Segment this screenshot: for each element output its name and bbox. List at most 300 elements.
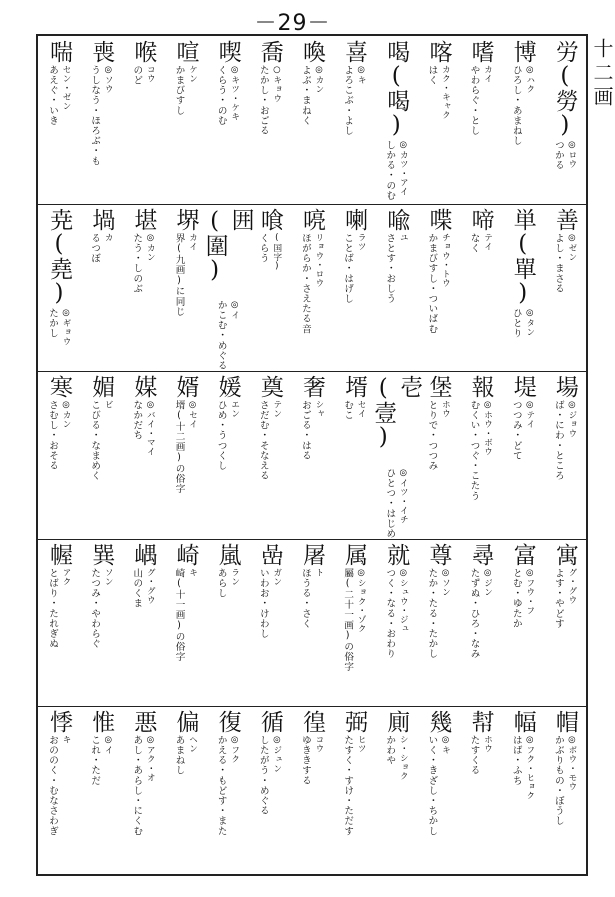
on-reading: ◎ソウ <box>103 65 114 94</box>
kanji-readings <box>258 400 282 481</box>
on-reading: ◎キ <box>440 735 451 755</box>
on-reading: ヘン <box>187 735 198 754</box>
kanji-character: 媛 <box>214 375 241 399</box>
kanji-entry <box>38 539 80 707</box>
kanji-entry <box>544 371 586 539</box>
kanji-character: 単(單) <box>509 207 536 306</box>
on-reading: ◎ゼン <box>566 232 577 262</box>
kanji-character: 寒 <box>46 375 73 399</box>
kanji-entry <box>80 539 122 707</box>
kanji-character: 場 <box>551 375 578 399</box>
kanji-readings <box>216 65 240 126</box>
kanji-character: 報 <box>467 375 494 399</box>
kanji-readings <box>300 65 324 126</box>
on-reading: ◎タン <box>524 307 535 337</box>
on-reading: ◎キツ・ケキ <box>229 65 240 121</box>
kanji-readings <box>174 735 198 775</box>
kanji-entry <box>249 539 291 707</box>
kanji-readings <box>216 400 240 471</box>
on-reading: ◎フク・ヒョク <box>524 735 535 801</box>
kun-reading: つく・なる・おわり <box>384 567 396 659</box>
kun-reading: あらし <box>215 567 227 599</box>
on-reading: ◎ソン <box>440 567 451 597</box>
kanji-entry <box>291 706 333 874</box>
kanji-character: 嵐 <box>214 542 241 566</box>
kanji-entry <box>80 371 122 539</box>
kanji-character: 奢 <box>298 375 325 399</box>
kun-reading: つかる <box>552 140 564 171</box>
kun-reading: あし・あらし・にくむ <box>131 735 143 837</box>
kanji-readings <box>47 65 71 126</box>
on-reading: ◎ホウ・ボウ <box>482 400 493 457</box>
kun-reading: やわらぐ・とし <box>468 65 480 136</box>
kanji-character: 就 <box>383 542 410 566</box>
kun-reading: たか・たる・たかし <box>426 567 438 659</box>
kun-reading: よす・やどす <box>552 567 564 629</box>
table-row <box>38 706 586 874</box>
kun-reading: さむし・おそる <box>47 400 59 471</box>
kanji-entry <box>164 204 206 372</box>
kanji-entry <box>122 204 164 372</box>
on-reading: シャ <box>313 400 324 419</box>
kanji-entry <box>375 539 417 707</box>
table-row <box>38 204 586 372</box>
kun-reading: ほうる・さく <box>299 567 311 629</box>
on-reading: ガン <box>271 567 282 586</box>
kanji-entry <box>38 371 80 539</box>
kanji-readings <box>426 233 450 334</box>
kanji-readings <box>384 140 408 201</box>
kanji-readings <box>47 308 71 346</box>
kanji-readings <box>174 65 198 116</box>
kanji-entry <box>80 706 122 874</box>
on-reading: ◎ジョウ <box>566 400 577 438</box>
kanji-character: 富 <box>509 542 536 566</box>
kun-reading: たかし <box>47 307 59 338</box>
on-reading: カ <box>103 232 114 242</box>
kun-reading: たう・しのぶ <box>131 232 143 294</box>
kanji-entry <box>502 36 544 204</box>
kanji-readings <box>47 400 71 471</box>
kanji-character: 嗜 <box>467 40 494 63</box>
kanji-character: 嵒 <box>256 542 283 566</box>
kanji-entry <box>122 36 164 204</box>
kanji-readings <box>258 735 282 816</box>
page-number: －29－ <box>254 11 331 36</box>
on-reading: ◎カン <box>61 400 72 429</box>
kanji-entry <box>417 36 459 204</box>
kun-reading: はく <box>426 65 438 86</box>
kanji-entry <box>417 706 459 874</box>
kanji-readings <box>300 400 324 461</box>
on-reading: カイ <box>482 65 493 84</box>
on-reading: カイ <box>187 232 198 251</box>
kun-reading: 壻(十二画)の俗字 <box>173 400 185 494</box>
on-reading: ◎キ <box>356 65 367 85</box>
kanji-character: 喘 <box>46 40 73 63</box>
kanji-readings <box>174 233 198 317</box>
on-reading: テイ <box>482 232 493 251</box>
kanji-entry <box>164 706 206 874</box>
kanji-entry <box>460 36 502 204</box>
kanji-character: 巽 <box>88 542 115 566</box>
kanji-readings <box>258 568 282 639</box>
row-divider <box>38 706 586 707</box>
kanji-entry <box>207 539 249 707</box>
kun-reading: よろこぶ・よし <box>342 65 354 136</box>
kanji-entry <box>333 539 375 707</box>
on-reading: ラツ <box>356 232 367 251</box>
on-reading: ◎カン <box>145 232 156 262</box>
kanji-character: 尋 <box>467 542 494 566</box>
kanji-character: 喀 <box>425 40 452 63</box>
kanji-readings <box>553 140 577 170</box>
kun-reading: とむ・ゆたか <box>510 567 522 629</box>
kanji-character: 奠 <box>256 375 283 399</box>
on-reading: アク <box>61 567 72 586</box>
on-reading: ホウ <box>482 735 493 754</box>
kun-reading: ひめ・うつくし <box>215 400 227 471</box>
kanji-readings <box>511 735 535 800</box>
kanji-readings <box>89 735 113 786</box>
kanji-entry <box>207 706 249 874</box>
kanji-readings <box>511 308 535 338</box>
on-reading: グ・グウ <box>145 567 156 605</box>
on-reading: キ <box>187 567 198 577</box>
kanji-readings <box>47 735 71 836</box>
on-reading: ◎ジュン <box>271 735 282 774</box>
on-reading: ヒツ <box>356 735 367 754</box>
kanji-entry <box>333 204 375 372</box>
kanji-character: 復 <box>214 710 241 734</box>
kanji-readings <box>342 233 366 304</box>
kanji-character: 堝 <box>88 207 115 231</box>
kanji-entry <box>201 204 254 372</box>
on-reading: ◎カン <box>313 65 324 94</box>
kanji-readings <box>469 233 493 253</box>
kanji-readings <box>300 233 324 334</box>
on-reading: ◎ジン <box>482 567 493 597</box>
kanji-character: 喫 <box>214 40 241 63</box>
kanji-character: 喜 <box>341 40 368 63</box>
kanji-entry <box>544 706 586 874</box>
kanji-character: 幇 <box>467 710 494 734</box>
kanji-character: 帽 <box>551 710 578 734</box>
row-divider <box>38 204 586 205</box>
on-reading: ◎イ <box>103 735 114 755</box>
kun-reading: るつぼ <box>89 232 101 263</box>
kanji-character: 喨 <box>298 207 325 231</box>
kanji-entry <box>460 539 502 707</box>
on-reading: ◎カツ・アイ <box>398 140 409 196</box>
kanji-character: 幄 <box>46 542 73 566</box>
on-reading: セン・ゼン <box>61 65 72 111</box>
kanji-character: 廁 <box>383 710 410 734</box>
stroke-count-label: 十二画 <box>590 38 614 110</box>
on-reading: ◎アク・オ <box>145 735 156 783</box>
kanji-entry <box>375 204 417 372</box>
on-reading: (国字) <box>271 232 282 272</box>
on-reading: シ・ショク <box>398 735 409 781</box>
kanji-character: 属 <box>341 542 368 566</box>
kun-reading: なかだち <box>131 400 143 441</box>
kanji-character: 悸 <box>46 710 73 734</box>
kun-reading: ば・にわ・ところ <box>552 400 564 481</box>
kanji-character: 幅 <box>509 710 536 734</box>
kun-reading: おごる・はる <box>299 400 311 461</box>
kanji-character: 喰 <box>256 207 283 231</box>
kanji-entry <box>502 371 544 539</box>
kanji-character: 囲(圍) <box>201 207 254 283</box>
kun-reading: 崎(十一画)の俗字 <box>173 567 185 662</box>
kun-reading: いく・きざし・ちかし <box>426 735 438 837</box>
on-reading: エン <box>229 400 240 419</box>
kanji-character: 悪 <box>130 710 157 734</box>
kanji-character: 喩 <box>383 207 410 231</box>
kanji-readings <box>342 735 366 836</box>
kanji-character: 喉 <box>130 40 157 63</box>
kanji-readings <box>89 233 113 263</box>
kun-reading: たずぬ・ひろ・なみ <box>468 567 480 659</box>
kanji-readings <box>553 233 577 294</box>
kanji-readings <box>553 735 577 826</box>
kanji-entry <box>38 36 80 204</box>
kanji-readings <box>469 400 493 501</box>
kanji-readings <box>89 400 113 481</box>
kun-reading: ことば・はげし <box>342 232 354 304</box>
on-reading: ◎テイ <box>524 400 535 429</box>
kanji-entry <box>122 539 164 707</box>
on-reading: カク・キャク <box>440 65 451 120</box>
kanji-readings <box>426 735 450 836</box>
kanji-readings <box>426 400 450 471</box>
kanji-readings <box>384 233 408 304</box>
kanji-readings <box>384 468 408 539</box>
kanji-entry <box>291 204 333 372</box>
kanji-entry <box>333 36 375 204</box>
kanji-readings <box>553 568 577 629</box>
on-reading: ケン <box>187 65 198 84</box>
kanji-character: 壻 <box>341 375 368 399</box>
kun-reading: かまびすし <box>173 65 185 116</box>
kanji-readings <box>216 735 240 836</box>
on-reading: ◎セイ <box>187 400 198 429</box>
kanji-entry <box>502 204 544 372</box>
kun-reading: とりで・つつみ <box>426 400 438 471</box>
table-row <box>38 539 586 707</box>
kanji-readings <box>469 568 493 659</box>
kun-reading: たつみ・やわらぐ <box>89 567 101 649</box>
on-reading: ◎バイ・マイ <box>145 400 156 457</box>
kanji-readings <box>384 735 408 781</box>
on-reading: リョウ・ロウ <box>313 232 324 288</box>
kanji-entry <box>460 204 502 372</box>
kanji-entry <box>122 371 164 539</box>
on-reading: キ <box>61 735 72 745</box>
kanji-character: 循 <box>256 710 283 734</box>
kanji-character: 寓 <box>551 542 578 566</box>
kanji-entry <box>544 36 586 204</box>
kanji-entry <box>460 371 502 539</box>
kanji-character: 徨 <box>298 710 325 734</box>
kanji-entry <box>80 36 122 204</box>
kanji-entry <box>38 706 80 874</box>
kanji-readings <box>174 568 198 662</box>
kanji-character: 崎 <box>172 542 199 566</box>
kanji-entry <box>164 36 206 204</box>
kun-reading: むくい・つぐ・こたう <box>468 400 480 502</box>
kun-reading: くらう・のむ <box>215 65 227 126</box>
kun-reading: はば・ふち <box>510 735 522 786</box>
kanji-character: 惟 <box>88 710 115 734</box>
kanji-character: 堡 <box>425 375 452 399</box>
kanji-entry <box>207 36 249 204</box>
kanji-character: 喬 <box>256 40 283 63</box>
kanji-entry <box>38 204 80 372</box>
kun-reading: かえる・もどす・また <box>215 735 227 837</box>
kun-reading: かまびすし・ついばむ <box>426 232 438 334</box>
kun-reading: おののく・むなさわぎ <box>47 735 59 837</box>
kanji-entry <box>291 371 333 539</box>
kun-reading: よし・まさる <box>552 232 564 294</box>
kun-reading: とばり・たれぎぬ <box>47 567 59 649</box>
kanji-readings <box>553 400 577 481</box>
on-reading: ◎ショク・ゾク <box>356 567 367 633</box>
kanji-character: 喇 <box>341 207 368 231</box>
kanji-readings <box>300 568 324 629</box>
table-row <box>38 371 586 539</box>
on-reading: コウ <box>145 65 156 84</box>
kanji-character: 幾 <box>425 710 452 734</box>
kanji-readings <box>469 65 493 136</box>
on-reading: ◎フウ・フ <box>524 567 535 615</box>
on-reading: チョウ・トウ <box>440 232 451 288</box>
kun-reading: さだむ・そなえる <box>257 400 269 481</box>
kun-reading: よぶ・まねく <box>299 65 311 126</box>
kanji-readings <box>384 568 408 659</box>
on-reading: ◎シュウ・ジュ <box>398 567 409 633</box>
on-reading: ◎ロウ <box>566 140 577 169</box>
kanji-entry <box>164 371 206 539</box>
kanji-entry <box>370 371 423 539</box>
kun-reading: ほがらか・さえたる音 <box>299 232 311 334</box>
kanji-readings <box>258 233 282 272</box>
kanji-character: 偏 <box>172 710 199 734</box>
kanji-character: 堺 <box>172 207 199 231</box>
kanji-character: 労(勞) <box>551 40 578 138</box>
row-divider <box>38 371 586 372</box>
kanji-readings <box>511 568 535 629</box>
kanji-entry <box>291 36 333 204</box>
kanji-character: 喚 <box>298 40 325 63</box>
kanji-entry <box>333 706 375 874</box>
kun-reading: さとす・おしう <box>384 232 396 304</box>
kun-reading: しかる・のむ <box>384 140 396 201</box>
kanji-character: 婿 <box>172 375 199 399</box>
kanji-character: 壱(壹) <box>370 375 423 451</box>
kanji-readings <box>469 735 493 775</box>
kanji-character: 媚 <box>88 375 115 399</box>
kun-reading: かわや <box>384 735 396 766</box>
kanji-entry <box>291 539 333 707</box>
kanji-entry <box>249 204 291 372</box>
kun-reading: ゆききする <box>299 735 311 786</box>
kanji-entry <box>502 706 544 874</box>
on-reading: ◎イツ・イチ <box>398 468 409 525</box>
on-reading: ◎ボウ・モウ <box>566 735 577 792</box>
kanji-readings <box>89 65 113 166</box>
on-reading: ト <box>313 567 324 577</box>
kanji-character: 善 <box>551 207 578 231</box>
kanji-character: 喋 <box>425 207 452 231</box>
kanji-readings <box>131 568 155 608</box>
kanji-entry <box>460 706 502 874</box>
kun-reading: こびる・なまめく <box>89 400 101 481</box>
kanji-entry <box>333 371 375 539</box>
kanji-readings <box>426 568 450 659</box>
kun-reading: いわお・けわし <box>257 567 269 639</box>
kanji-readings <box>131 400 155 456</box>
kun-reading: うしなう・ほろぶ・も <box>89 65 101 166</box>
kanji-character: 嵎 <box>130 542 157 566</box>
on-reading: ソン <box>103 567 114 586</box>
kun-reading: ひとり <box>510 307 522 338</box>
kanji-entry <box>249 371 291 539</box>
kanji-readings <box>511 65 535 146</box>
kanji-character: 尊 <box>425 542 452 566</box>
kun-reading: たすく・すけ・ただす <box>342 735 354 837</box>
on-reading: ◎ギョウ <box>61 307 72 346</box>
kanji-readings <box>131 735 155 836</box>
kanji-entry <box>249 706 291 874</box>
table-row <box>38 36 586 204</box>
kanji-entry <box>544 539 586 707</box>
kanji-character: 堪 <box>130 207 157 231</box>
kun-reading: たすくる <box>468 735 480 776</box>
kanji-readings <box>426 65 450 120</box>
kanji-readings <box>89 568 113 649</box>
kanji-entry <box>417 371 459 539</box>
on-reading: ◎イ <box>229 300 240 321</box>
kanji-entry <box>207 371 249 539</box>
kanji-entry <box>375 36 417 204</box>
kanji-character: 啼 <box>467 207 494 231</box>
kun-reading: たかし・おごる <box>257 65 269 136</box>
kanji-readings <box>174 400 198 494</box>
kun-reading: 屬(二十一画)の俗字 <box>342 567 354 672</box>
on-reading: ◎ハク <box>524 65 535 94</box>
kun-reading: これ・ただ <box>89 735 101 786</box>
kun-reading: かこむ・めぐる <box>215 300 227 372</box>
on-reading: ホウ <box>440 400 451 419</box>
kanji-entry <box>417 204 459 372</box>
kun-reading: 山のくま <box>131 567 143 609</box>
kanji-readings <box>342 400 366 420</box>
kanji-readings <box>342 65 366 136</box>
kanji-entry <box>375 706 417 874</box>
kanji-character: 尭(堯) <box>46 207 73 306</box>
kanji-readings <box>47 568 71 649</box>
kun-reading: あまねし <box>173 735 185 776</box>
on-reading: ◎フク <box>229 735 240 765</box>
kanji-table <box>36 34 588 876</box>
kanji-readings <box>342 568 366 672</box>
kanji-readings <box>216 300 240 371</box>
kanji-readings <box>511 400 535 461</box>
kanji-readings <box>131 233 155 294</box>
kanji-character: 屠 <box>298 542 325 566</box>
kanji-character: 堤 <box>509 375 536 399</box>
